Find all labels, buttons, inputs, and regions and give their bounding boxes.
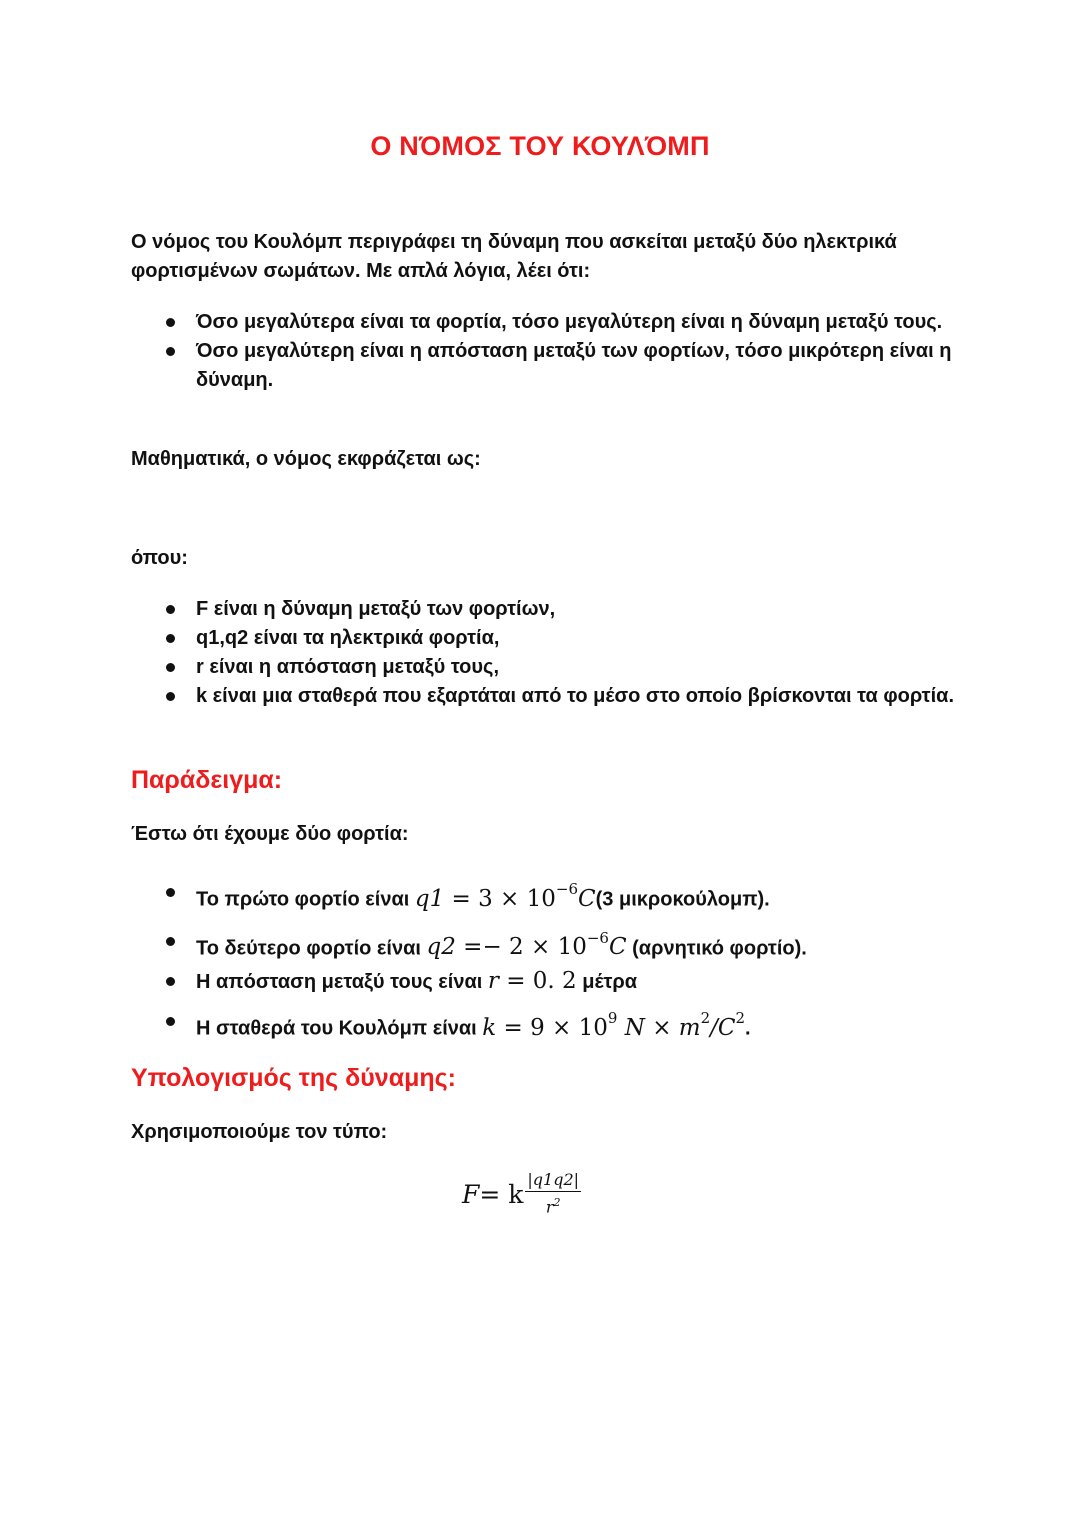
q1-unit: C [578,885,596,912]
list-item [0,653,960,682]
list-item [0,682,960,711]
page-title: Ο ΝΌΜΟΣ ΤΟΥ ΚΟΥΛΌΜΠ [370,131,710,161]
list-item-text: Όσο μεγαλύτερα είναι τα φορτία, τόσο μεγαλύτερη είναι η δύναμη μεταξύ τους. [196,311,943,333]
list-item-text: k είναι μια σταθερά που εξαρτάται από το μέσο στο οποίο βρίσκονται τα φορτία. [196,685,954,707]
k-var: k [482,1014,497,1041]
formula-fraction [525,1170,581,1218]
r-var: r [487,968,499,995]
q1-prefix: Το πρώτο φορτίο είναι [196,888,415,911]
intro-bullet-list [0,308,960,395]
bullet-dot-icon [166,977,175,986]
example-bullet-list [0,878,960,1044]
list-item-text: q1,q2 είναι τα ηλεκτρικά φορτία, [196,627,500,649]
list-item-text: r είναι η απόσταση μεταξύ τους, [196,656,499,678]
coulomb-formula [462,1170,581,1218]
q1-suffix: (3 μικροκούλομπ). [595,888,770,911]
formula-denominator-exp: 2 [553,1196,561,1209]
list-item-q1 [0,878,960,915]
q1-exp: −6 [555,880,579,898]
q2-eq: =− 2 × 10 [455,934,587,961]
q1-eq: = 3 × 10 [444,885,556,912]
q2-exp: −6 [586,928,609,947]
intro-paragraph: Ο νόμος του Κουλόμπ περιγράφει τη δύναμη που ασκείται μεταξύ δύο ηλεκτρικά φορτισμένων σωμάτων. Με απλά λόγια, λέει ότι: [131,231,897,282]
list-item-q2 [0,927,960,964]
calculation-intro-text: Χρησιμοποιούμε τον τύπο: [131,1121,388,1143]
k-exp: 9 [607,1009,618,1028]
r-prefix: Η απόσταση μεταξύ τους είναι [196,971,488,994]
bullet-dot-icon [166,347,175,356]
formula-denominator-var: r [545,1197,554,1217]
r-eq: = 0. 2 [498,968,577,995]
math-intro-text: Μαθηματικά, ο νόμος εκφράζεται ως: [131,448,481,470]
bullet-dot-icon [166,937,175,946]
k-unit2: /C [710,1014,736,1041]
where-label: όπου: [131,547,188,569]
q2-unit: C [608,934,627,961]
bullet-dot-icon [166,605,175,614]
bullet-dot-icon [166,318,175,327]
formula-denominator [546,1192,561,1218]
bullet-dot-icon [166,634,175,643]
list-item [0,308,960,337]
example-heading: Παράδειγμα: [131,766,283,794]
calculation-heading: Υπολογισμός της δύναμης: [131,1064,456,1092]
bullet-dot-icon [166,663,175,672]
k-eq: = 9 × 10 [496,1014,608,1041]
q2-suffix: (αρνητικό φορτίο). [626,937,807,960]
k-math [482,1009,746,1041]
k-suffix: . [745,1017,751,1040]
list-item [0,337,960,395]
q1-var: q1 [414,885,445,912]
q1-math [414,880,596,912]
bullet-dot-icon [166,692,175,701]
formula-numerator: |q1q2| [525,1170,581,1192]
k-exp3: 2 [735,1009,746,1028]
bullet-dot-icon [166,1017,175,1026]
list-item-k [0,1007,960,1044]
q2-math [426,928,627,961]
k-prefix: Η σταθερά του Κουλόμπ είναι [196,1017,483,1040]
formula-lhs: F [462,1179,480,1209]
r-suffix: μέτρα [576,971,638,994]
formula-eq: = k [479,1179,524,1209]
q2-var: q2 [426,934,456,961]
list-item [0,595,960,624]
where-bullet-list [0,595,960,711]
list-item-r [0,967,960,997]
list-item [0,624,960,653]
bullet-dot-icon [166,888,175,897]
list-item-text: F είναι η δύναμη μεταξύ των φορτίων, [196,598,556,620]
list-item-text: Όσο μεγαλύτερη είναι η απόσταση μεταξύ των φορτίων, τόσο μικρότερη είναι η δύναμη. [196,340,952,391]
k-exp2: 2 [700,1009,711,1028]
example-intro-text: Έστω ότι έχουμε δύο φορτία: [131,823,409,845]
k-unit1: N × m [617,1014,701,1041]
q2-prefix: Το δεύτερο φορτίο είναι [196,937,427,960]
r-math [488,968,577,994]
